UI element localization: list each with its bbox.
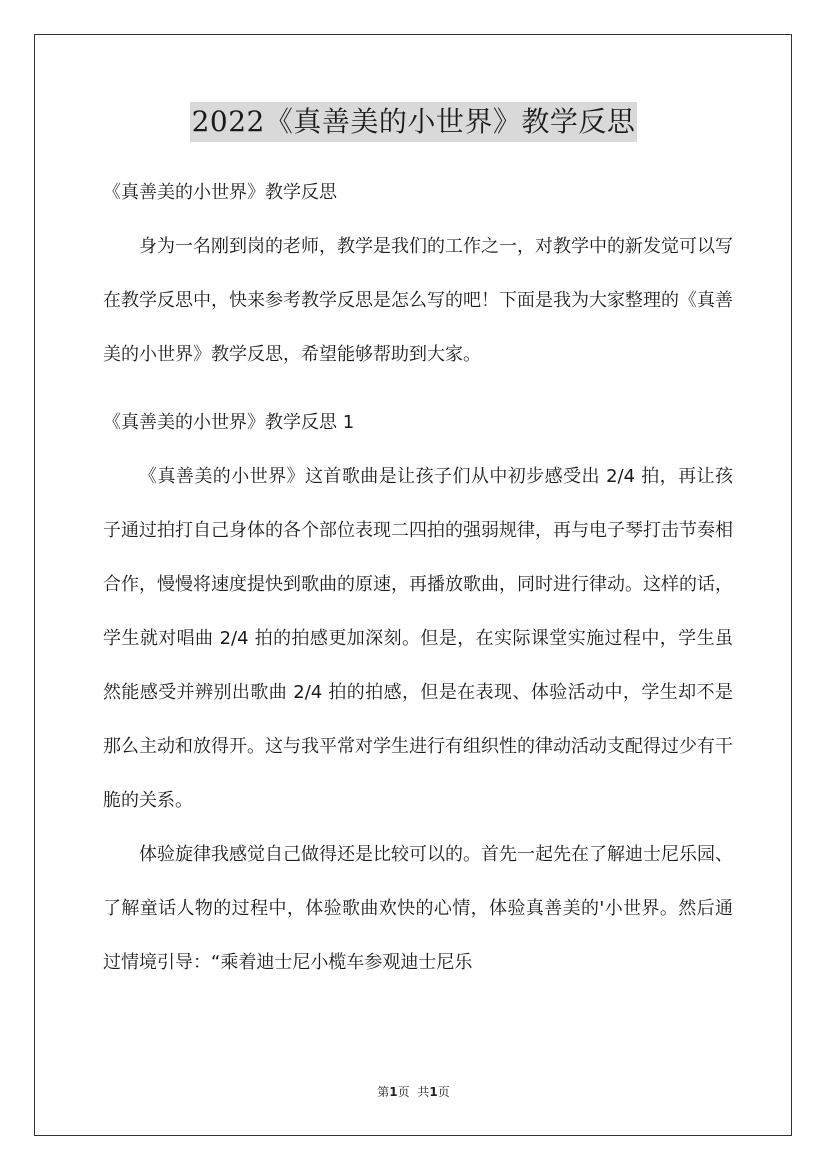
footer-prefix: 第 [377, 1085, 390, 1099]
footer-total-pages: 1 [429, 1085, 438, 1099]
title-container [0, 102, 827, 142]
body-paragraph-2: 体验旋律我感觉自己做得还是比较可以的。首先一起先在了解迪士尼乐园、了解童话人物的过程中，体验歌曲欢快的心情，体验真善美的'小世界。然后通过情境引导：“乘着迪士尼小榄车参观迪士尼乐 [103, 844, 733, 973]
intro-paragraph: 身为一名刚到岗的老师，教学是我们的工作之一，对教学中的新发觉可以写在教学反思中，快来参考教学反思是怎么写的吧！下面是我为大家整理的《真善美的小世界》教学反思，希望能够帮助到大家。 [103, 236, 733, 365]
section-heading: 《真善美的小世界》教学反思 1 [103, 412, 355, 433]
footer-total-suffix: 页 [437, 1085, 450, 1099]
document-body [103, 174, 733, 990]
document-subtitle: 《真善美的小世界》教学反思 [103, 182, 337, 203]
footer-page-number: 1 [389, 1085, 398, 1099]
footer-total-prefix: 共 [417, 1085, 430, 1099]
body-paragraph-1: 《真善美的小世界》这首歌曲是让孩子们从中初步感受出 2/4 拍，再让孩子通过拍打自己身体的各个部位表现二四拍的强弱规律，再与电子琴打击节奏相合作，慢慢将速度提快到歌曲的原速，再播放歌曲，同时进行律动。这样的话，学生就对唱曲 2/4 拍的拍感更加深刻。但是，在实际课堂实施过程中，学生虽然能感受并辨别出歌曲 2/4 拍的拍感，但是在表现、体验活动中，学生却不是那么主动和放得开。这与我平常对学生进行有组织性的律动活动支配得过少有干脆的关系。 [103, 466, 733, 811]
footer-page-suffix: 页 [397, 1085, 410, 1099]
page-footer [0, 1083, 827, 1100]
document-title: 2022《真善美的小世界》教学反思 [190, 102, 638, 142]
